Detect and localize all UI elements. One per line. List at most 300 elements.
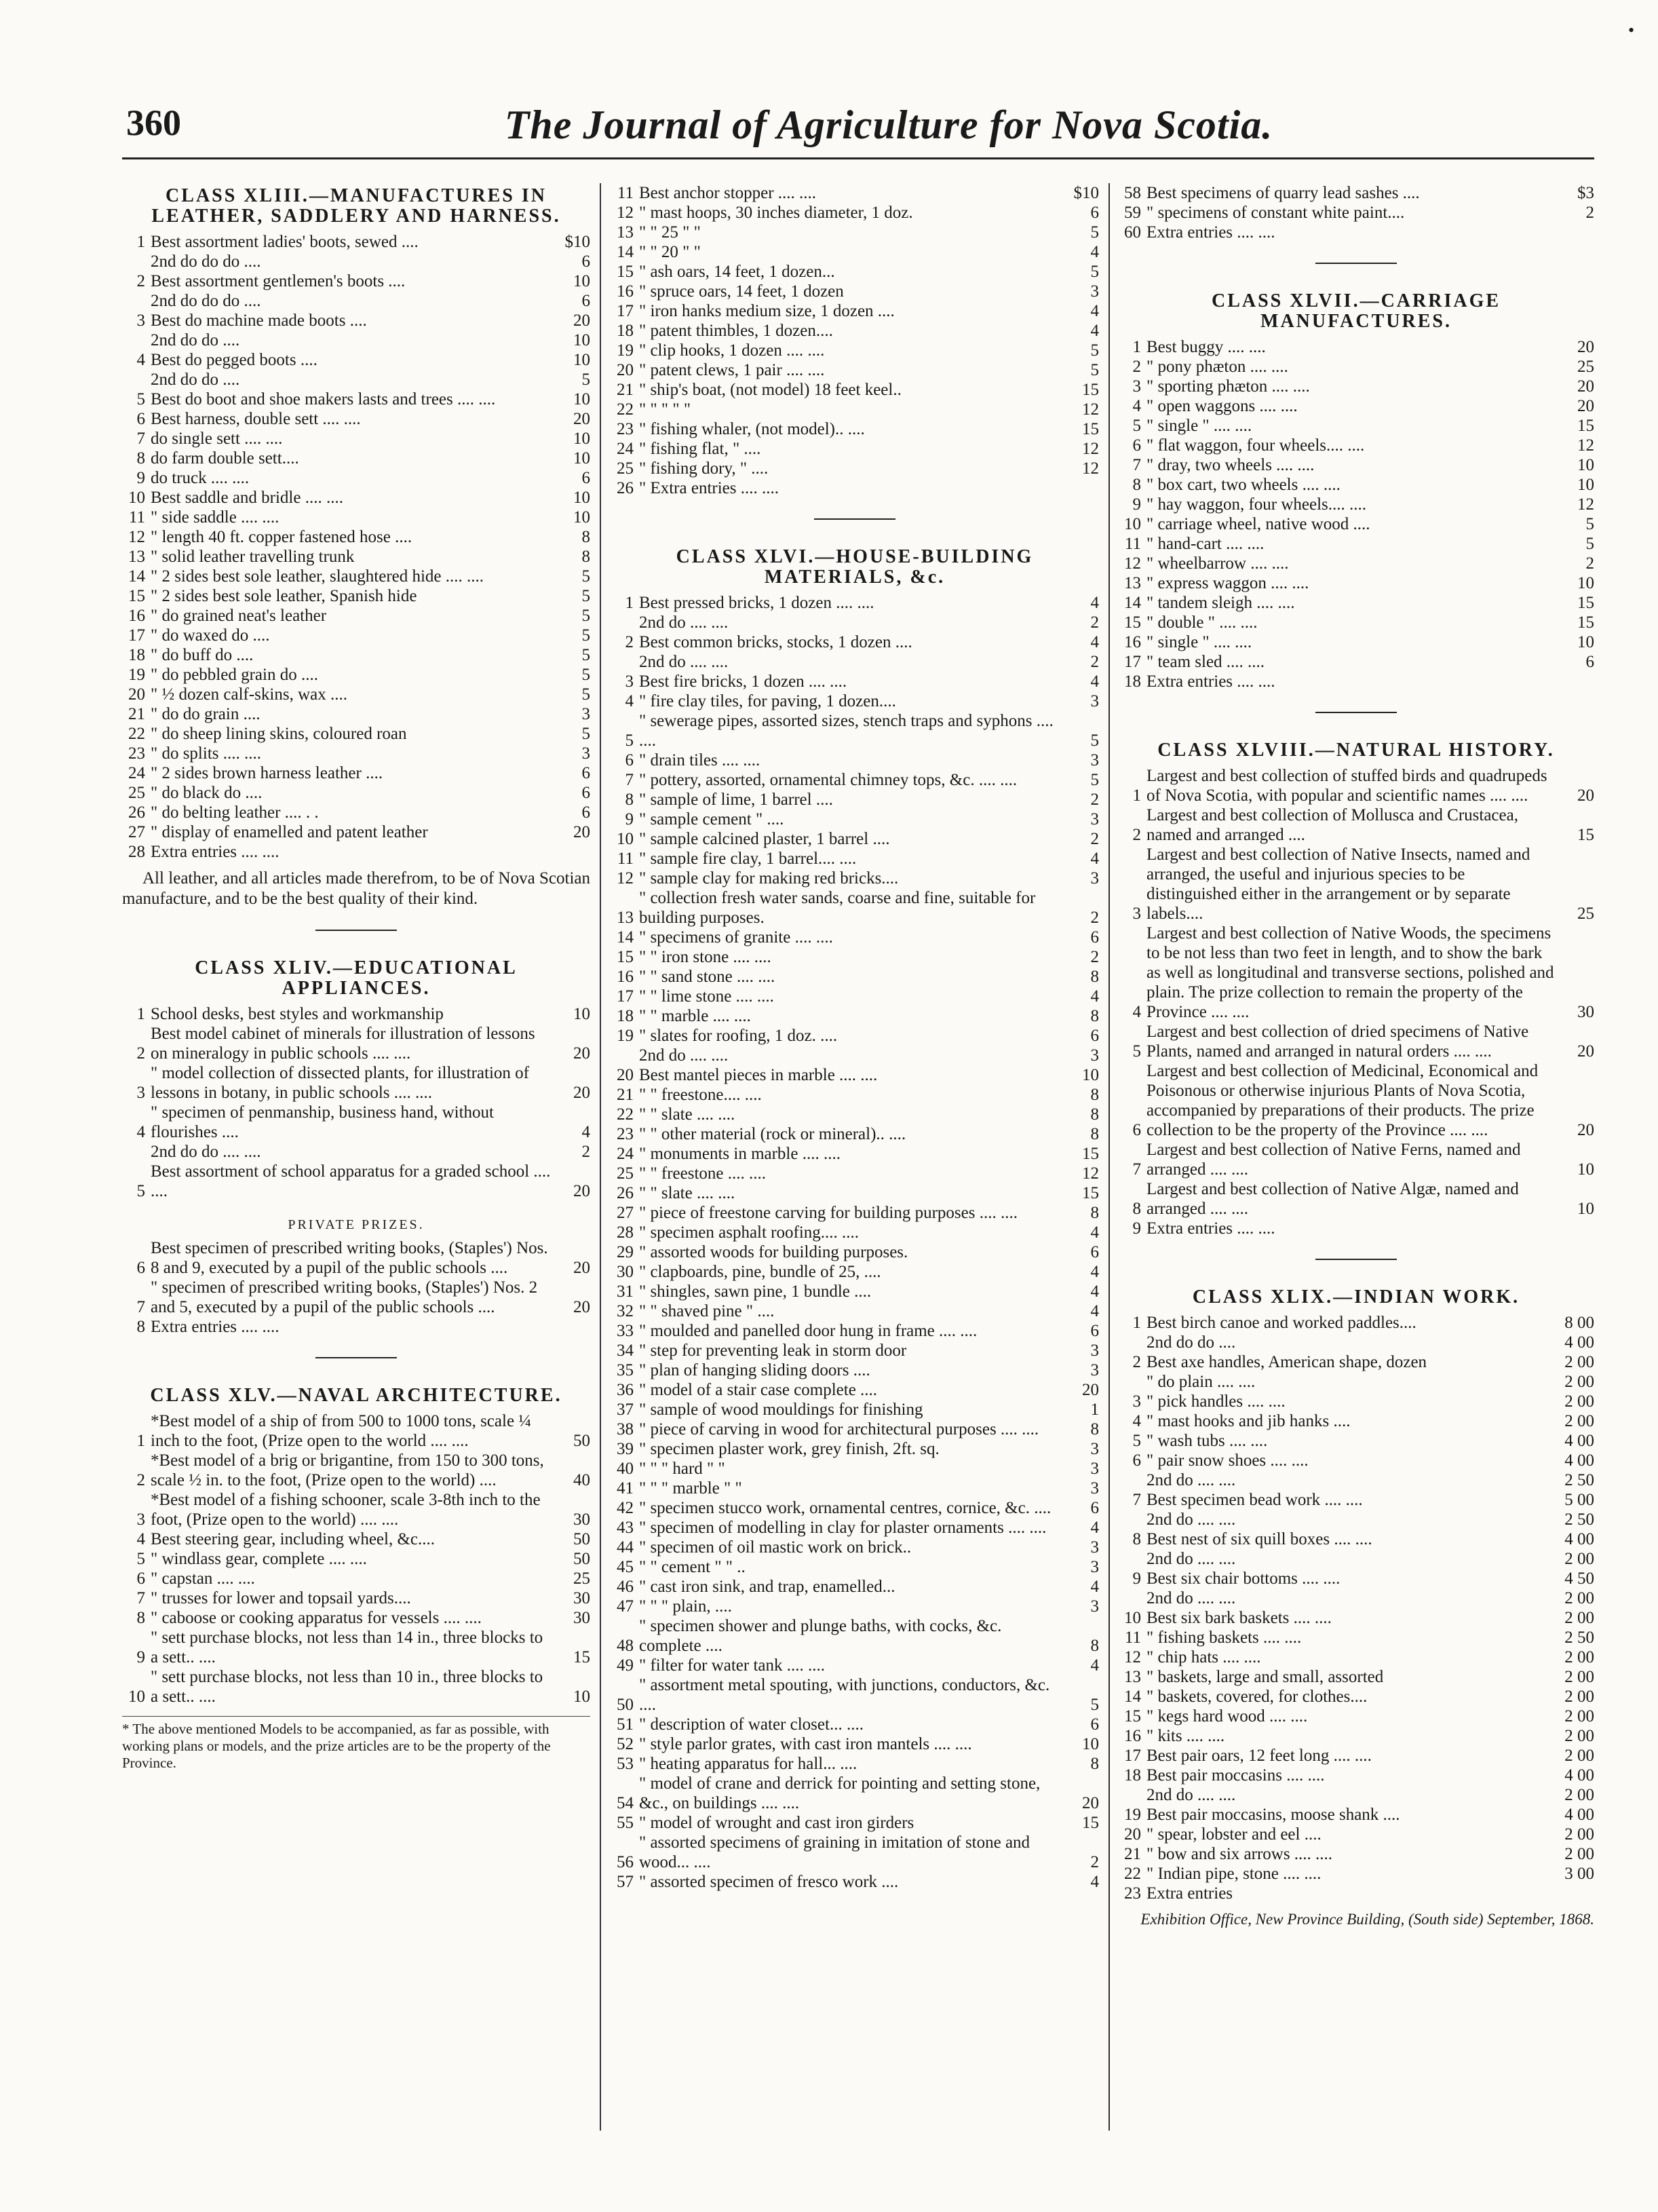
entry-prize: 25 [1577,358,1594,376]
entry-number: 1 [1132,338,1141,356]
entry-description: " open waggons .... .... [1146,397,1298,415]
prize-entry [122,704,590,724]
entry-description: " " iron stone .... .... [639,948,771,966]
entry-number: 4 [1132,1412,1141,1430]
class-47-title: CLASS XLVII.—CARRIAGE MANUFACTURES. [1211,290,1501,332]
entry-number: 16 [1124,633,1141,651]
entry-description: Best assortment of school apparatus for a graded school .... .... [151,1162,551,1200]
entry-number: 4 [625,692,634,710]
entry-prize: 10 [1577,1160,1594,1179]
prize-entry [1118,396,1594,416]
entry-description: " sample clay for making red bricks.... [639,869,899,888]
entry-number: 13 [128,548,145,566]
entry-prize: 6 [581,469,590,487]
prize-entry [1118,203,1594,223]
prize-entry [1118,652,1594,672]
entry-description: " clapboards, pine, bundle of 25, .... [639,1263,881,1281]
prize-entry [611,1046,1099,1065]
prize-entry [122,547,590,567]
entry-prize: 3 [1090,1460,1099,1478]
entry-prize: 2 00 [1564,1353,1594,1371]
entry-prize: 15 [1082,1145,1099,1163]
entry-number: 48 [617,1637,634,1655]
entry-number: 3 [1132,377,1141,396]
prize-entry [1118,1549,1594,1569]
entry-number: 14 [617,928,634,947]
prize-entry [1118,1825,1594,1844]
entry-prize: 10 [573,430,590,448]
class-47-section [1118,291,1594,691]
entry-number: 11 [128,508,145,527]
entry-number: 2 [136,1044,145,1063]
entry-prize: 4 00 [1564,1451,1594,1470]
entry-number: 12 [1124,554,1141,573]
entry-number: 4 [1132,1003,1141,1021]
prize-entry [1118,554,1594,573]
entry-number: 25 [617,459,634,478]
prize-entry [122,822,590,842]
prize-entry [611,1164,1099,1183]
prize-entry [611,400,1099,419]
entry-description: Best fire bricks, 1 dozen .... .... [639,672,847,691]
entry-prize: 10 [573,331,590,349]
entry-description: " tandem sleigh .... .... [1146,594,1295,612]
prize-entry [122,370,590,389]
page-number: 360 [126,102,181,143]
entry-description: " ash oars, 14 feet, 1 dozen... [639,263,835,281]
entry-prize: 20 [1082,1381,1099,1399]
entry-prize: 20 [573,311,590,330]
entry-description: " do splits .... .... [151,744,262,763]
prize-entry [122,350,590,370]
prize-entry [611,1262,1099,1282]
entry-description: " " slate .... .... [639,1184,735,1202]
entry-number: 1 [136,233,145,251]
entry-prize: 6 [1090,204,1099,222]
entry-number: 2 [1132,1353,1141,1371]
entry-number: 5 [1132,1042,1141,1061]
entry-prize: 2 00 [1564,1727,1594,1745]
prize-entry [1118,455,1594,475]
entry-number: 20 [617,361,634,379]
entry-prize: 3 [581,705,590,723]
prize-entry [611,1813,1099,1833]
entry-number: 16 [617,282,634,301]
entry-prize: 25 [1577,904,1594,923]
entry-number: 30 [617,1263,634,1281]
entry-description: Extra entries .... .... [1146,223,1275,242]
entry-number: 2 [1132,826,1141,844]
prize-entry [611,967,1099,987]
entry-number: 8 [1132,1530,1141,1548]
entry-prize: 5 [1090,263,1099,281]
entry-description: " spear, lobster and eel .... [1146,1825,1322,1844]
prize-entry [1118,514,1594,534]
entry-description: 2nd do do .... [151,370,240,389]
entry-description: " mast hoops, 30 inches diameter, 1 doz. [639,204,913,222]
entry-description: " fishing flat, " .... [639,440,761,458]
prize-entry [1118,672,1594,691]
prize-entry [122,1004,590,1024]
entry-prize: 4 00 [1564,1806,1594,1824]
entry-number: 3 [1132,1392,1141,1411]
entry-description: " " sand stone .... .... [639,968,775,986]
entry-prize: 15 [1577,417,1594,435]
entry-description: 2nd do do .... .... [151,1143,261,1161]
entry-prize: 6 [581,292,590,310]
prize-entry [611,888,1099,928]
entry-description: " flat waggon, four wheels.... .... [1146,436,1365,455]
entry-prize: 10 [573,449,590,468]
prize-entry [122,449,590,468]
prize-entry [122,665,590,685]
entry-description: " windlass gear, complete .... .... [151,1550,367,1568]
entry-description: Best pair moccasins .... .... [1146,1766,1325,1785]
prize-entry [611,593,1099,613]
entry-number: 12 [128,528,145,546]
entry-prize: 15 [1082,381,1099,399]
entry-description: " wash tubs .... .... [1146,1432,1268,1450]
entry-number: 3 [1132,904,1141,923]
ink-dot: • [1628,20,1635,40]
prize-entry [1118,593,1594,613]
entry-number: 14 [1124,1687,1141,1706]
entry-number: 20 [617,1066,634,1084]
prize-entry [1118,1667,1594,1687]
entry-prize: 10 [1577,476,1594,494]
entry-description: " do sheep lining skins, coloured roan [151,725,407,743]
column-3 [1118,183,1594,1939]
prize-entry [122,252,590,271]
entry-prize: 3 [1090,1361,1099,1379]
entry-description: " " " " " [639,400,691,419]
entry-description: do single sett .... .... [151,430,283,448]
entry-prize: 10 [573,489,590,507]
entry-number: 9 [625,810,634,828]
prize-entry [611,242,1099,262]
entry-description: Best nest of six quill boxes .... .... [1146,1530,1372,1548]
prize-entry [611,1321,1099,1341]
class-43-section [122,186,590,909]
entry-number: 8 [136,449,145,468]
entry-prize: 10 [573,508,590,527]
entry-prize: 2 00 [1564,1707,1594,1725]
prize-entry [611,750,1099,770]
entry-description: " " " marble " " [639,1479,742,1498]
prize-entry [611,1616,1099,1656]
entry-prize: 8 [581,548,590,566]
prize-entry [122,1162,590,1201]
footnote: * The above mentioned Models to be accompanied, as far as possible, with working plans or models, and the prize articles are to be the property of the Province. [122,1716,590,1772]
entry-description: 2nd do .... .... [1146,1786,1236,1804]
entry-number: 42 [617,1499,634,1517]
prize-entry [611,1341,1099,1360]
entry-prize: 2 50 [1564,1628,1594,1647]
prize-entry [611,1754,1099,1774]
entry-description: " fishing whaler, (not model).. .... [639,420,865,438]
entry-description: " " slate .... .... [639,1105,735,1124]
prize-entry [611,1105,1099,1124]
prize-entry [1118,845,1594,923]
prize-entry [122,409,590,429]
entry-description: " model collection of dissected plants, for illustration of lessons in botany, in public schools .... .... [151,1064,529,1102]
entry-prize: $10 [564,233,590,251]
entry-description: 2nd do do do .... [151,292,261,310]
prize-entry [611,1006,1099,1026]
entry-description: " " 20 " " [639,243,701,261]
prize-entry [611,711,1099,750]
prize-entry [611,947,1099,967]
entry-description: " " cement " " .. [639,1558,746,1576]
entry-number: 2 [136,272,145,290]
entry-number: 1 [136,1432,145,1450]
entry-description: " side saddle .... .... [151,508,279,527]
entry-number: 1 [136,1005,145,1023]
entry-description: " assortment metal spouting, with junctions, conductors, &c. .... [639,1676,1050,1714]
prize-entry [1118,1706,1594,1726]
prize-entry [122,1451,590,1490]
prize-entry [1118,1766,1594,1785]
entry-description: Largest and best collection of Native Algæ, named and arranged .... .... [1146,1180,1519,1218]
prize-entry [611,1577,1099,1597]
prize-entry [122,1569,590,1588]
entry-description: " fire clay tiles, for paving, 1 dozen.... [639,692,896,710]
entry-number: 24 [128,764,145,782]
entry-number: 10 [617,830,634,848]
entry-prize: $10 [1073,184,1099,202]
entry-prize: 20 [1577,397,1594,415]
entry-prize: 5 [1090,1696,1099,1714]
entry-prize: 30 [573,1609,590,1627]
entry-description: " specimen of penmanship, business hand, without flourishes .... [151,1103,494,1141]
entry-prize: 4 [1090,850,1099,868]
class-43-title: CLASS XLIII.—MANUFACTURES IN LEATHER, SADDLERY AND HARNESS. [151,185,561,227]
section-divider [814,518,895,520]
entry-prize: 5 [581,626,590,645]
prize-entry [1118,805,1594,845]
entry-prize: 2 00 [1564,1550,1594,1568]
entry-prize: 10 [1082,1735,1099,1753]
entry-number: 5 [136,1182,145,1200]
entry-description: " style parlor grates, with cast iron mantels .... .... [639,1735,972,1753]
class-45-continued-entries [611,183,1099,498]
entry-number: 8 [625,790,634,809]
entry-prize: 6 [581,764,590,782]
entry-number: 22 [617,400,634,419]
prize-entry [611,262,1099,282]
entry-prize: 3 [1090,810,1099,828]
entry-description: Best common bricks, stocks, 1 dozen .... [639,633,912,651]
entry-number: 11 [1124,535,1141,553]
prize-entry [611,1065,1099,1085]
entry-description: Best buggy .... .... [1146,338,1266,356]
entry-number: 15 [128,587,145,605]
prize-entry [1118,1490,1594,1510]
prize-entry [611,1597,1099,1616]
entry-description: " do plain .... .... [1146,1373,1256,1391]
entry-number: 18 [1124,672,1141,691]
prize-entry [122,783,590,803]
prize-entry [611,849,1099,869]
entry-description: " bow and six arrows .... .... [1146,1845,1333,1863]
entry-number: 10 [128,1687,145,1706]
entry-description: " kits .... .... [1146,1727,1225,1745]
entry-number: 7 [1132,1160,1141,1179]
prize-entry [611,613,1099,632]
entry-description: Best model cabinet of minerals for illustration of lessons on mineralogy in public schools .... .... [151,1025,535,1063]
entry-prize: 1 [1090,1400,1099,1419]
entry-description: " model of crane and derrick for pointing and setting stone, &c., on buildings .... .... [639,1774,1041,1812]
entry-prize: 6 [1090,1715,1099,1734]
prize-entry [611,321,1099,341]
entry-prize: 5 [1585,515,1594,533]
entry-number: 12 [1124,1648,1141,1666]
entry-prize: 20 [1577,786,1594,805]
entry-prize: 8 [1090,1125,1099,1143]
prize-entry [1118,1451,1594,1470]
entry-prize: 4 [1090,633,1099,651]
entry-prize: 4 [1090,322,1099,340]
entry-number: 54 [617,1794,634,1812]
entry-description: Largest and best collection of Medicinal, Economical and Poisonous or otherwise injurious Plants of Nova Scotia, accompanied by preparations of their products. The prize collection to be the property of the Province .... .... [1146,1062,1539,1139]
entry-number: 5 [1132,417,1141,435]
prize-entry [1118,1746,1594,1766]
prize-entry [1118,632,1594,652]
entry-description: " patent thimbles, 1 dozen.... [639,322,833,340]
entry-prize: 2 00 [1564,1392,1594,1411]
entry-number: 24 [617,440,634,458]
entry-prize: 50 [573,1530,590,1548]
entry-prize: 5 [1090,223,1099,242]
prize-entry [611,1360,1099,1380]
entry-description: " assorted woods for building purposes. [639,1243,908,1261]
entry-description: " do grained neat's leather [151,607,327,625]
entry-number: 11 [1124,1628,1141,1647]
entry-prize: 8 [1090,968,1099,986]
entry-prize: 6 [1585,653,1594,671]
entry-description: " " freestone.... .... [639,1086,762,1104]
prize-entry [1118,1510,1594,1529]
section-divider [315,1357,397,1358]
entry-number: 15 [617,948,634,966]
entry-description: " sample calcined plaster, 1 barrel .... [639,830,890,848]
entry-prize: 6 [581,252,590,271]
entry-prize: 2 [1090,653,1099,671]
entry-prize: 5 [1090,731,1099,750]
entry-prize: 4 [1090,1302,1099,1320]
entry-number: 18 [128,646,145,664]
prize-entry [611,829,1099,849]
entry-number: 60 [1124,223,1141,242]
entry-number: 47 [617,1597,634,1616]
entry-number: 21 [617,381,634,399]
prize-entry [1118,1785,1594,1805]
prize-entry [122,271,590,291]
entry-prize: 8 [1090,1204,1099,1222]
entry-number: 26 [617,479,634,497]
entry-prize: 2 [1090,790,1099,809]
entry-description: " Extra entries .... .... [639,479,779,497]
entry-prize: 4 [1090,1578,1099,1596]
entry-description: " capstan .... .... [151,1569,255,1588]
entry-description: Extra entries .... .... [151,1318,279,1336]
prize-entry [122,330,590,350]
prize-entry [611,672,1099,691]
entry-description: Best steering gear, including wheel, &c.... [151,1530,436,1548]
entry-number: 17 [128,626,145,645]
entry-prize: 30 [573,1589,590,1607]
entry-description: " do belting leather .... . . [151,803,319,822]
entry-prize: 15 [1577,826,1594,844]
entry-description: " sample of wood mouldings for finishing [639,1400,923,1419]
entry-number: 19 [617,341,634,360]
prize-entry [122,527,590,547]
entry-prize: 15 [1082,1814,1099,1832]
entry-number: 31 [617,1282,634,1301]
entry-description: *Best model of a brig or brigantine, from 150 to 300 tons, scale ½ in. to the foot, (Prize open to the world) .... [151,1451,544,1489]
prize-entry [122,1667,590,1706]
section-divider [315,930,397,931]
entry-number: 10 [128,489,145,507]
class-47-entries [1118,337,1594,691]
entry-prize: 4 [1090,1656,1099,1675]
prize-entry [1118,1411,1594,1431]
entry-number: 49 [617,1656,634,1675]
prize-entry [122,1063,590,1103]
prize-entry [1118,377,1594,396]
entry-prize: 3 [1090,1479,1099,1498]
prize-entry [122,508,590,527]
entry-prize: 2 00 [1564,1747,1594,1765]
entry-description: " hay waggon, four wheels.... .... [1146,495,1367,514]
entry-description: Best specimens of quarry lead sashes .... [1146,184,1420,202]
entry-number: 27 [617,1204,634,1222]
entry-prize: 5 [581,666,590,684]
class-44-section [122,958,590,1337]
entry-number: 21 [617,1086,634,1104]
class-49-entries [1118,1313,1594,1903]
prize-entry [122,744,590,763]
entry-description: " patent clews, 1 pair .... .... [639,361,825,379]
prize-entry [1118,183,1594,203]
prize-entry [611,1715,1099,1734]
entry-prize: 20 [1577,338,1594,356]
entry-prize: 5 [581,607,590,625]
entry-number: 19 [1124,1806,1141,1824]
prize-entry [611,1419,1099,1439]
entry-prize: 6 [1090,1322,1099,1340]
entry-number: 12 [617,869,634,888]
entry-description: do truck .... .... [151,469,250,487]
entry-description: " piece of freestone carving for building purposes .... .... [639,1204,1018,1222]
entry-prize: 10 [1082,1066,1099,1084]
entry-prize: 2 00 [1564,1687,1594,1706]
prize-entry [611,1538,1099,1557]
entry-number: 14 [1124,594,1141,612]
entry-description: " do pebbled grain do .... [151,666,318,684]
entry-prize: 6 [1090,1027,1099,1045]
entry-number: 3 [136,311,145,330]
prize-entry [1118,475,1594,495]
prize-entry [611,1774,1099,1813]
entry-description: " sporting phæton .... .... [1146,377,1310,396]
entry-prize: 10 [1577,633,1594,651]
entry-prize: 4 00 [1564,1333,1594,1352]
entry-prize: 20 [573,1182,590,1200]
prize-entry [1118,1687,1594,1706]
entry-prize: 2 50 [1564,1471,1594,1489]
entry-prize: 2 00 [1564,1668,1594,1686]
